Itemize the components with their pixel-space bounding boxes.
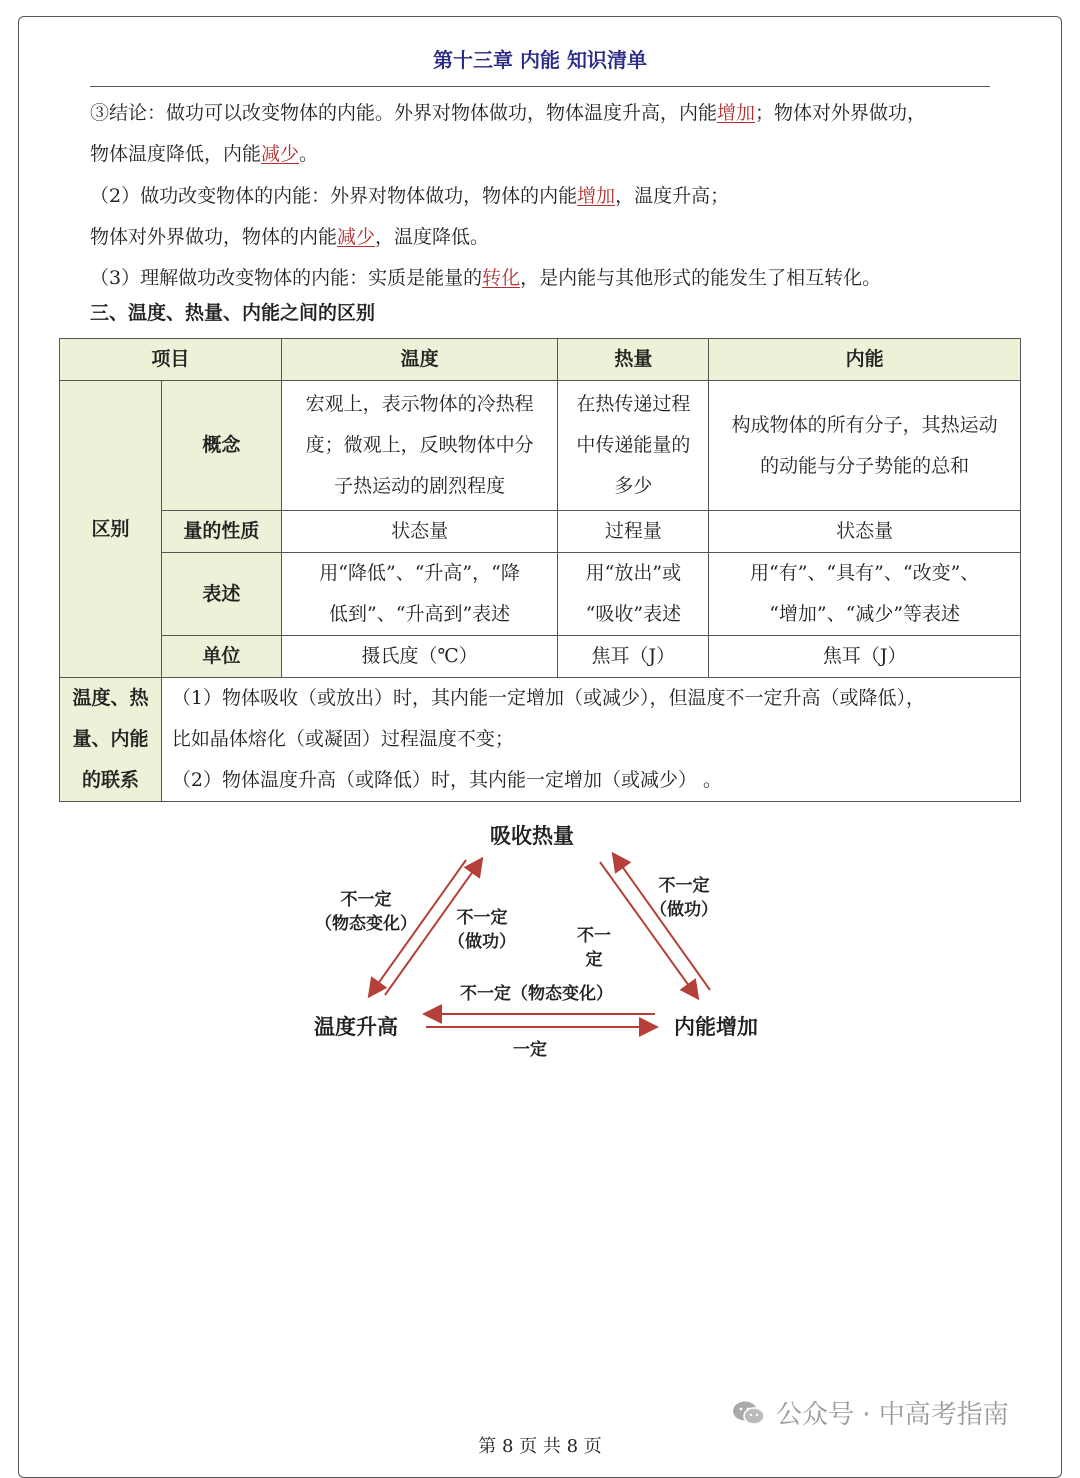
table-row [60,553,1021,636]
table-cell [281,381,558,511]
label-center-vertical [577,924,611,972]
text: ；物体对外界做功， [755,102,927,124]
paragraph-2 [90,139,318,166]
table-row [60,511,1021,553]
paragraph-1 [90,98,926,125]
table-cell: 过程量 [558,511,709,553]
header-cell: 温度 [281,339,558,381]
node-energy-increase: 内能增加 [674,1015,758,1039]
cell-line: 子热运动的剧烈程度 [334,475,506,497]
table-cell: 焦耳（J） [558,636,709,678]
table-cell [281,553,558,636]
header-cell: 内能 [709,339,1021,381]
cell-line: 用“降低”、“升高”，“降 [319,562,520,584]
highlight-term: 减少 [261,143,300,165]
relation-text [161,678,1020,802]
table-cell [558,553,709,636]
comparison-table [59,338,1021,802]
group-label: 区别 [60,381,162,678]
paragraph-5 [90,263,881,290]
table-cell [558,381,709,511]
cell-line: 低到”、“升高到”表述 [329,603,511,625]
page-header: 第十三章 内能 知识清单 [433,48,647,72]
label-bottom-upper: 不一定（物态变化） [460,984,613,1004]
header-cell: 项目 [60,339,282,381]
table-cell [709,381,1021,511]
text: ，温度升高； [615,185,730,207]
table-row [60,636,1021,678]
label-line: （做功） [448,932,516,952]
watermark-text: 公众号 · 中高考指南 [776,1400,1009,1430]
node-temp-rise: 温度升高 [314,1015,398,1039]
cell-line: 中传递能量的 [576,434,691,456]
label-left-outer [315,888,417,936]
cell-line: 用“有”、“具有”、“改变”、 [750,562,980,584]
cell-line: 的联系 [81,769,139,791]
header-divider [90,86,990,87]
text: 物体温度降低，内能 [90,143,262,165]
cell-line: 多少 [614,475,653,497]
row-label: 概念 [161,381,281,511]
text: 物体对外界做功，物体的内能 [90,226,338,248]
cell-line: 温度、热 [72,687,149,709]
text: （2）做功改变物体的内能：外界对物体做功，物体的内能 [90,185,578,207]
paragraph-4 [90,222,489,249]
row-label: 量的性质 [161,511,281,553]
cell-line: “吸收”表述 [585,603,682,625]
table-header-row [60,339,1021,381]
highlight-term: 转化 [482,267,521,289]
label-line: 不一定 [340,890,392,910]
text: ，是内能与其他形式的能发生了相互转化。 [520,267,882,289]
label-left-inner [448,906,516,954]
table-cell: 状态量 [281,511,558,553]
page-footer: 第 8 页 共 8 页 [478,1436,602,1457]
section-title: 三、温度、热量、内能之间的区别 [90,302,376,324]
label-bottom-lower: 一定 [513,1040,547,1060]
highlight-term: 减少 [337,226,376,248]
node-absorb-heat: 吸收热量 [490,824,574,848]
cell-line: “增加”、“减少”等表述 [769,603,961,625]
highlight-term: 增加 [577,185,616,207]
table-cell: 状态量 [709,511,1021,553]
relation-label [60,678,162,802]
table-cell: 摄氏度（℃） [281,636,558,678]
label-line: （物态变化） [315,914,417,934]
cell-line: 宏观上，表示物体的冷热程 [305,393,534,415]
cell-line: 构成物体的所有分子，其热运动 [731,413,998,436]
paragraph-3 [90,181,729,208]
label-line: 不一 [577,926,611,946]
text: （3）理解做功改变物体的内能：实质是能量的 [90,267,483,289]
text: ③结论：做功可以改变物体的内能。外界对物体做功，物体温度升高，内能 [90,102,718,124]
text: 。 [299,143,319,165]
table-row-relation [60,678,1021,802]
table-cell: 焦耳（J） [709,636,1021,678]
row-label: 表述 [161,553,281,636]
cell-line: 的动能与分子势能的总和 [760,454,970,477]
cell-line: 量、内能 [72,728,149,750]
table-row [60,381,1021,511]
header-cell: 热量 [558,339,709,381]
label-line: 不一定 [456,908,508,928]
cell-line: （2）物体温度升高（或降低）时，其内能一定增加（或减少） 。 [171,769,723,791]
wechat-icon [732,1400,766,1426]
text: ，温度降低。 [375,226,490,248]
row-label: 单位 [161,636,281,678]
label-line: 定 [585,950,603,970]
label-right-outer [650,874,718,922]
label-line: 不一定 [658,876,710,896]
label-line: （做功） [650,900,718,920]
highlight-term: 增加 [717,102,756,124]
cell-line: 用“放出”或 [585,562,682,584]
cell-line: （1）物体吸收（或放出）时，其内能一定增加（或减少），但温度不一定升高（或降低）， [171,687,925,709]
watermark [732,1394,1009,1431]
cell-line: 在热传递过程 [576,393,691,415]
table-cell [709,553,1021,636]
cell-line: 比如晶体熔化（或凝固）过程温度不变； [171,728,514,750]
cell-line: 度；微观上，反映物体中分 [305,434,534,456]
